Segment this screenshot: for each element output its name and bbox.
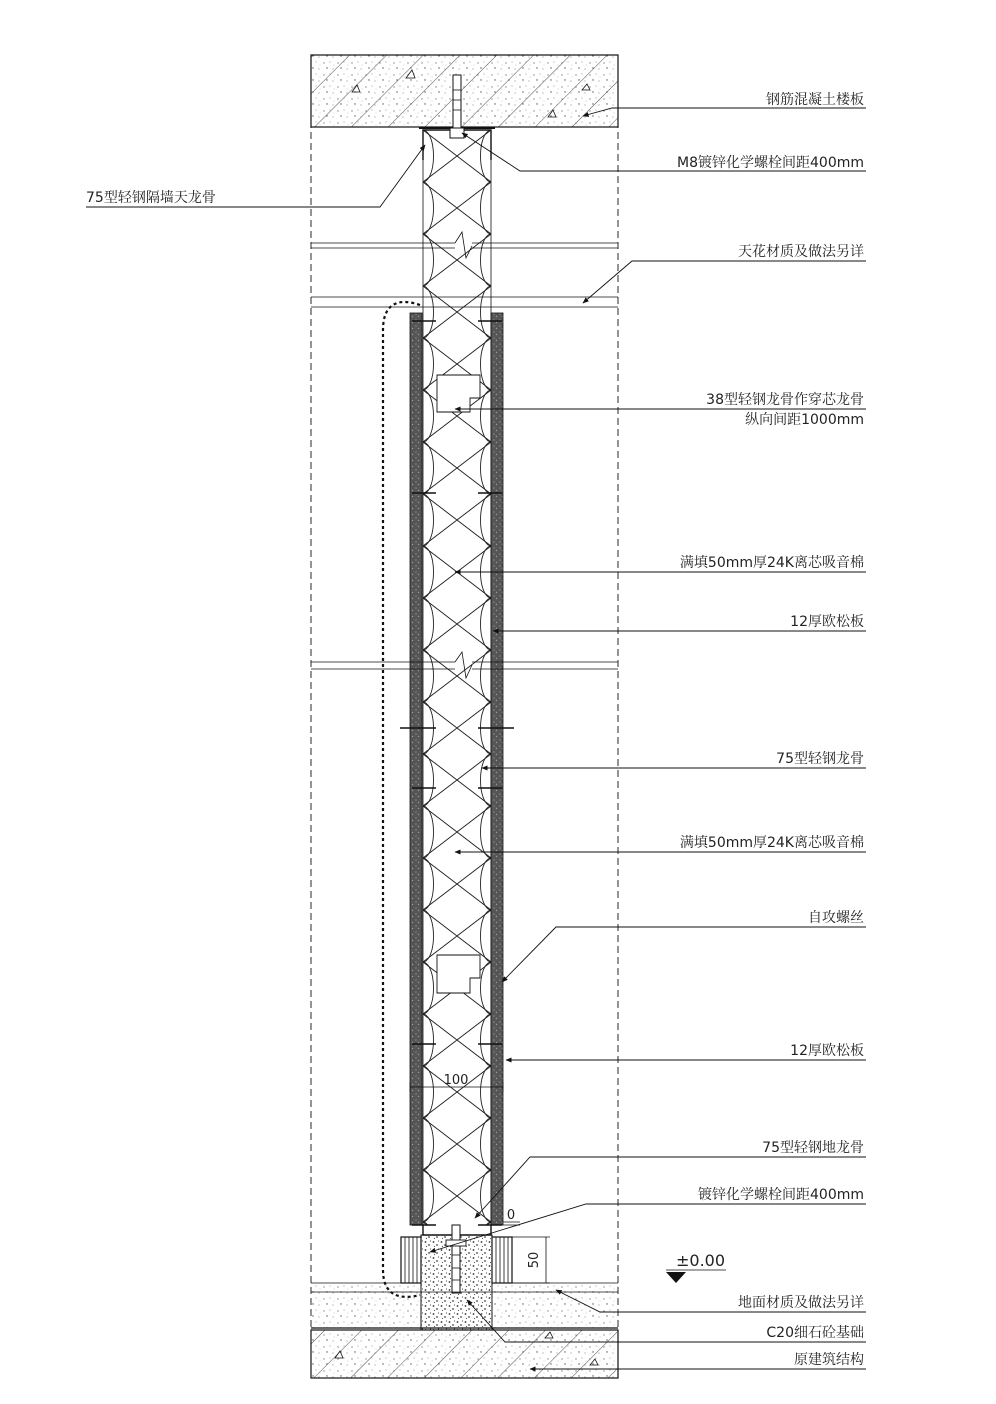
label-osb-upper: 12厚欧松板 bbox=[790, 614, 864, 630]
dim-wall-width: 100 bbox=[443, 1073, 469, 1088]
label-osb-lower: 12厚欧松板 bbox=[790, 1043, 864, 1059]
label-ceiling: 天花材质及做法另详 bbox=[738, 244, 864, 260]
label-m8-bolt: M8镀锌化学螺栓间距400mm bbox=[677, 155, 864, 171]
label-slab: 钢筋混凝土楼板 bbox=[766, 92, 864, 108]
label-core-stud-line1: 38型轻钢龙骨作穿芯龙骨 bbox=[706, 392, 864, 408]
label-bottom-track: 75型轻钢地龙骨 bbox=[762, 1140, 864, 1156]
label-bolt: 镀锌化学螺栓间距400mm bbox=[698, 1187, 864, 1203]
label-core-stud-line2: 纵向间距1000mm bbox=[745, 412, 864, 428]
level-mark bbox=[666, 1270, 726, 1283]
concrete-slab bbox=[311, 55, 618, 127]
label-structure: 原建筑结构 bbox=[794, 1352, 864, 1368]
label-screw: 自攻螺丝 bbox=[808, 910, 864, 926]
label-stud: 75型轻钢龙骨 bbox=[776, 751, 864, 767]
label-floor-finish: 地面材质及做法另详 bbox=[738, 1295, 864, 1311]
level-text: ±0.00 bbox=[676, 1251, 726, 1270]
label-insulation-upper: 满填50mm厚24K离芯吸音棉 bbox=[679, 555, 864, 571]
label-c20-base: C20细石砼基础 bbox=[766, 1325, 864, 1341]
insulation-core bbox=[423, 130, 491, 1225]
dim-curb-height: 50 bbox=[527, 1251, 542, 1269]
label-insulation-lower: 满填50mm厚24K离芯吸音棉 bbox=[679, 835, 864, 851]
label-top-track: 75型轻钢隔墙天龙骨 bbox=[86, 190, 216, 206]
dim-small-offset: 0 bbox=[506, 1208, 516, 1223]
